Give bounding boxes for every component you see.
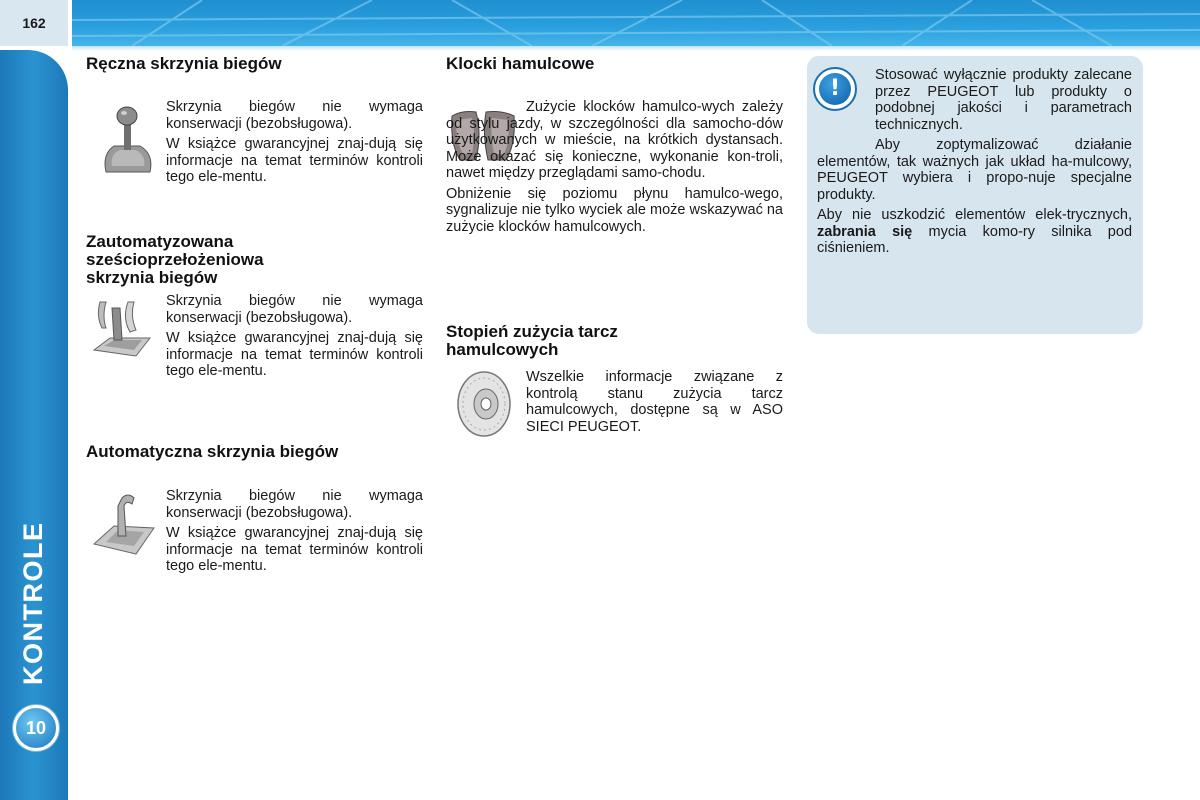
manual-gearbox-p2: W książce gwarancyjnej znaj-dują się informacje na temat terminów kontroli tego ele-mentu. xyxy=(166,136,423,185)
section-label: KONTROLE xyxy=(18,521,48,685)
automated-gearbox-p1: Skrzynia biegów nie wymaga konserwacji (bezobsługowa). xyxy=(166,293,423,326)
manual-gearbox-p1: Skrzynia biegów nie wymaga konserwacji (bezobsługowa). xyxy=(166,99,423,132)
brake-pads-p2: Obniżenie się poziomu płynu hamulco-wego, sygnalizuje nie tylko wyciek ale może wskazywać na zużycie klocków hamulcowych. xyxy=(446,185,783,235)
chapter-badge: 10 xyxy=(13,705,59,751)
note-p3-emphasis: zabrania się xyxy=(817,223,913,240)
brake-disc-icon xyxy=(452,368,518,440)
automatic-gear-selector-icon xyxy=(92,492,158,558)
sidebar xyxy=(0,50,68,800)
brake-discs-text xyxy=(526,369,783,435)
automated-gearbox-text xyxy=(166,293,423,380)
automated-gearbox-title-1: Zautomatyzowana xyxy=(86,232,234,251)
note-p3-start: Aby nie uszkodzić elementów elek-trycznych, xyxy=(817,207,1132,223)
automatic-gearbox-text xyxy=(166,488,423,575)
brake-discs-title-2: hamulcowych xyxy=(446,340,559,359)
automatic-gearbox-title: Automatyczna skrzynia biegów xyxy=(86,442,339,461)
note-p2: Aby zoptymalizować działanie elementów, tak ważnych jak układ ha-mulcowy, PEUGEOT wybiera i propo-nuje specjalne produkty. xyxy=(817,137,1132,203)
automated-gearbox-title-3: skrzynia biegów xyxy=(86,268,218,287)
note-text xyxy=(817,67,1132,257)
brake-pads-section xyxy=(446,55,786,73)
manual-gearbox-title: Ręczna skrzynia biegów xyxy=(86,54,282,73)
note-p3-end: mycia komo-ry silnika pod ciśnieniem. xyxy=(817,223,1133,256)
header-fade xyxy=(72,46,1200,51)
note-p1: Stosować wyłącznie produkty zalecane przez PEUGEOT lub produkty o podobnej jakości i parametrach technicznych. xyxy=(875,67,1132,133)
page-number: 162 xyxy=(0,0,68,46)
automated-gear-selector-icon xyxy=(90,298,156,364)
brake-pads-title: Klocki hamulcowe xyxy=(446,54,595,73)
brake-discs-title-1: Stopień zużycia tarcz xyxy=(446,322,618,341)
brake-pads-p1: Zużycie klocków hamulco-wych zależy od stylu jazdy, w szczególności dla samocho-dów użytkowanych w mieście, na krótkich dystansach. Może okazać się konieczne, wykonanie kon-troli, nawet między przeglądami samo-chodu. xyxy=(446,99,783,181)
automatic-gearbox-p1: Skrzynia biegów nie wymaga konserwacji (bezobsługowa). xyxy=(166,488,423,521)
brake-discs-section xyxy=(446,323,786,359)
manual-gear-lever-icon xyxy=(96,104,158,176)
note-p3 xyxy=(817,207,1132,257)
header-band xyxy=(72,0,1200,46)
manual-gearbox-text xyxy=(166,99,423,186)
automated-gearbox-section xyxy=(86,233,426,287)
exclamation-icon: ! xyxy=(813,67,857,111)
brake-discs-p1: Wszelkie informacje związane z kontrolą stanu zużycia tarcz hamulcowych, dostępne są w ASO SIECI PEUGEOT. xyxy=(526,369,783,435)
header-pattern xyxy=(72,0,1200,46)
manual-gearbox-section xyxy=(86,55,426,73)
automated-gearbox-title-2: sześcioprzełożeniowa xyxy=(86,250,264,269)
automatic-gearbox-p2: W książce gwarancyjnej znaj-dują się informacje na temat terminów kontroli tego ele-mentu. xyxy=(166,525,423,574)
brake-pads-text xyxy=(446,99,783,235)
automated-gearbox-p2: W książce gwarancyjnej znaj-dują się informacje na temat terminów kontroli tego ele-mentu. xyxy=(166,330,423,379)
automatic-gearbox-section xyxy=(86,443,426,461)
